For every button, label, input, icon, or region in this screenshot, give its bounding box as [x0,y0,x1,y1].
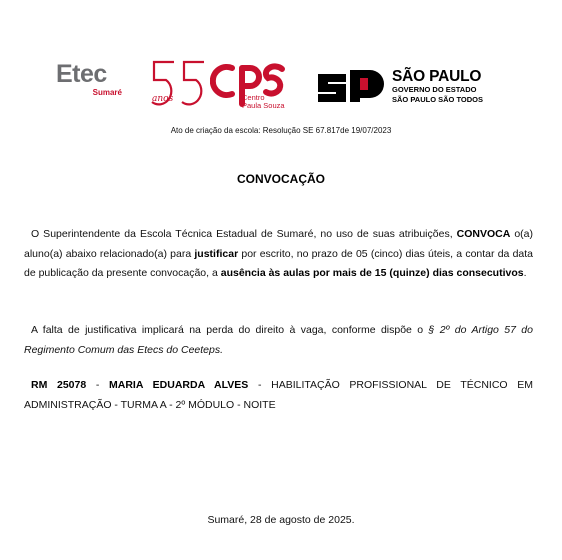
sp-state-line1: GOVERNO DO ESTADO [392,85,477,94]
cps-logo-caption [242,94,285,110]
letterhead [0,56,562,116]
student-separator: - [86,379,109,391]
p1-text-4: . [523,267,527,280]
sp-state-title: SÃO PAULO [392,68,482,85]
anniversary-anos-label: anos [152,94,174,104]
sp-state-mark [316,68,388,104]
student-rm: RM 25078 [31,379,87,391]
etec-logo-unit: Sumaré [92,88,122,97]
document-title: CONVOCAÇÃO [236,172,325,186]
convocation-paragraph [24,225,533,284]
etec-logo-word: Etec [56,60,107,88]
p1-text-3: por escrito, no prazo de 05 (cinco) dias úteis, a contar da data de publicação da presente convocação, a [24,247,533,280]
cps-logo-line1: Centro [242,93,265,102]
p2-italic-reference: § 2º do Artigo 57 do Regimento Comum das Etecs do Ceeteps. [24,324,533,356]
p1-bold-justificar: justificar [194,247,239,260]
p1-bold-absence: ausência às aulas por mais de 15 (quinze) dias consecutivos [220,267,524,280]
student-name: MARIA EDUARDA ALVES [109,379,249,391]
student-course: - HABILITAÇÃO PROFISSIONAL DE TÉCNICO EM ADMINISTRAÇÃO - TURMA A - 2º MÓDULO - NOITE [24,379,533,411]
p1-bold-convoca: CONVOCA [456,228,511,240]
p2-text: A falta de justificativa implicará na perda do direito à vaga, conforme dispõe o [31,324,429,336]
cps-logo-line2: Paula Souza [242,101,285,110]
sp-state-text [392,69,483,104]
document-date: Sumaré, 28 de agosto de 2025. [207,514,355,526]
p1-text-1: O Superintendente da Escola Técnica Estadual de Sumaré, no uso de suas atribuições, [31,228,457,240]
justification-paragraph [24,321,533,360]
etec-logo [56,60,126,100]
sp-state-line2: SÃO PAULO SÃO TODOS [392,94,483,104]
p1-text-2: o(a) aluno(a) abaixo relacionado(a) para [24,228,534,260]
student-paragraph [24,376,533,415]
school-creation-act: Ato de criação da escola: Resolução SE 67.817de 19/07/2023 [170,126,392,135]
